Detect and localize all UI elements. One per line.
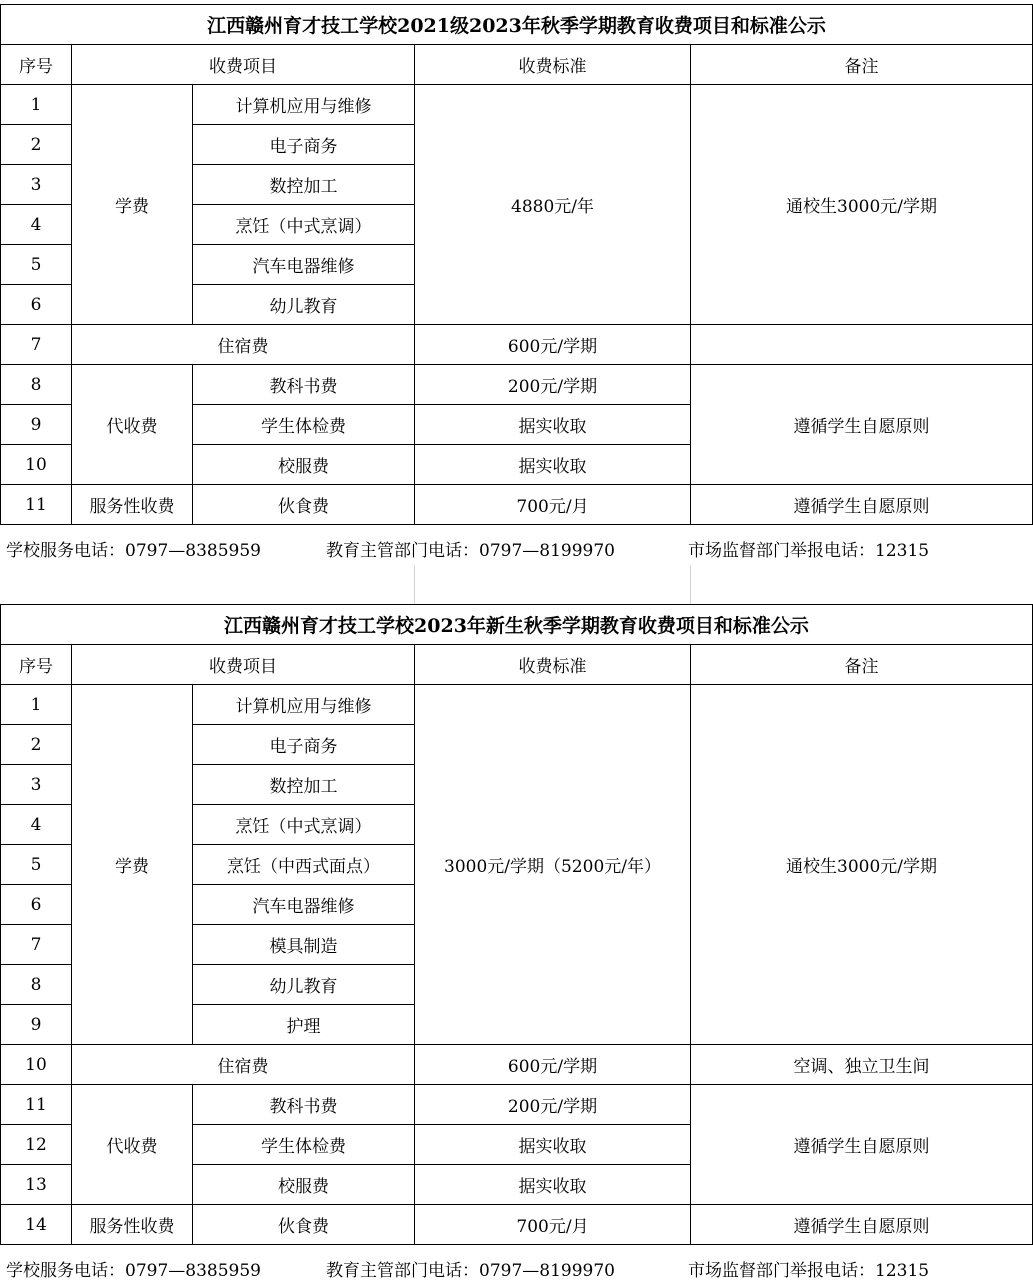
- dorm-standard: 600元/学期: [415, 1045, 691, 1085]
- gridline: [0, 565, 415, 605]
- seq-cell: 5: [0, 845, 72, 885]
- dorm-label: 住宿费: [72, 1045, 415, 1085]
- major-cell: 汽车电器维修: [193, 885, 415, 925]
- agency-item: 学生体检费: [193, 1125, 415, 1165]
- agency-standard: 据实收取: [415, 1165, 691, 1205]
- tuition-remark: 通校生3000元/学期: [691, 85, 1033, 325]
- agency-standard: 200元/学期: [415, 365, 691, 405]
- table-2-title: 江西赣州育才技工学校2023年新生秋季学期教育收费项目和标准公示: [0, 604, 1033, 645]
- header-standard: 收费标准: [415, 645, 691, 685]
- seq-cell: 9: [0, 405, 72, 445]
- dorm-standard: 600元/学期: [415, 325, 691, 365]
- market-phone: 市场监督部门举报电话：12315: [688, 541, 930, 561]
- agency-standard: 据实收取: [415, 405, 691, 445]
- service-remark: 遵循学生自愿原则: [691, 1205, 1033, 1245]
- market-phone: 市场监督部门举报电话：12315: [688, 1261, 930, 1281]
- service-item: 伙食费: [193, 485, 415, 525]
- header-remark: 备注: [691, 45, 1033, 85]
- major-cell: 护理: [193, 1005, 415, 1045]
- seq-cell: 10: [0, 445, 72, 485]
- agency-label: 代收费: [72, 365, 193, 485]
- major-cell: 数控加工: [193, 165, 415, 205]
- seq-cell: 8: [0, 965, 72, 1005]
- seq-cell: 14: [0, 1205, 72, 1245]
- service-label: 服务性收费: [72, 485, 193, 525]
- seq-cell: 3: [0, 765, 72, 805]
- agency-remark: 遵循学生自愿原则: [691, 365, 1033, 485]
- header-remark: 备注: [691, 645, 1033, 685]
- major-cell: 烹饪（中式烹调）: [193, 805, 415, 845]
- seq-cell: 6: [0, 885, 72, 925]
- seq-cell: 2: [0, 725, 72, 765]
- edu-phone: 教育主管部门电话：0797—8199970: [326, 541, 615, 561]
- agency-item: 校服费: [193, 445, 415, 485]
- dorm-remark: 空调、独立卫生间: [691, 1045, 1033, 1085]
- seq-cell: 7: [0, 925, 72, 965]
- major-cell: 烹饪（中西式面点）: [193, 845, 415, 885]
- agency-item: 校服费: [193, 1165, 415, 1205]
- service-remark: 遵循学生自愿原则: [691, 485, 1033, 525]
- seq-cell: 13: [0, 1165, 72, 1205]
- major-cell: 计算机应用与维修: [193, 685, 415, 725]
- service-label: 服务性收费: [72, 1205, 193, 1245]
- dorm-remark: [691, 325, 1033, 365]
- seq-cell: 9: [0, 1005, 72, 1045]
- seq-cell: 2: [0, 125, 72, 165]
- seq-cell: 4: [0, 805, 72, 845]
- seq-cell: 11: [0, 485, 72, 525]
- dorm-label: 住宿费: [72, 325, 415, 365]
- header-item: 收费项目: [72, 645, 415, 685]
- major-cell: 烹饪（中式烹调）: [193, 205, 415, 245]
- seq-cell: 5: [0, 245, 72, 285]
- agency-standard: 据实收取: [415, 445, 691, 485]
- major-cell: 电子商务: [193, 125, 415, 165]
- seq-cell: 8: [0, 365, 72, 405]
- seq-cell: 1: [0, 685, 72, 725]
- header-standard: 收费标准: [415, 45, 691, 85]
- seq-cell: 10: [0, 1045, 72, 1085]
- tuition-standard: 3000元/学期（5200元/年）: [415, 685, 691, 1045]
- header-seq: 序号: [0, 45, 72, 85]
- agency-remark: 遵循学生自愿原则: [691, 1085, 1033, 1205]
- agency-standard: 200元/学期: [415, 1085, 691, 1125]
- tuition-label: 学费: [72, 85, 193, 325]
- agency-item: 教科书费: [193, 1085, 415, 1125]
- school-phone: 学校服务电话：0797—8385959: [6, 541, 261, 561]
- major-cell: 计算机应用与维修: [193, 85, 415, 125]
- seq-cell: 1: [0, 85, 72, 125]
- service-item: 伙食费: [193, 1205, 415, 1245]
- edu-phone: 教育主管部门电话：0797—8199970: [326, 1261, 615, 1281]
- agency-item: 学生体检费: [193, 405, 415, 445]
- tuition-remark: 通校生3000元/学期: [691, 685, 1033, 1045]
- tuition-label: 学费: [72, 685, 193, 1045]
- service-standard: 700元/月: [415, 1205, 691, 1245]
- agency-label: 代收费: [72, 1085, 193, 1205]
- seq-cell: 6: [0, 285, 72, 325]
- major-cell: 模具制造: [193, 925, 415, 965]
- seq-cell: 12: [0, 1125, 72, 1165]
- major-cell: 电子商务: [193, 725, 415, 765]
- major-cell: 幼儿教育: [193, 285, 415, 325]
- seq-cell: 3: [0, 165, 72, 205]
- school-phone: 学校服务电话：0797—8385959: [6, 1261, 261, 1281]
- tuition-standard: 4880元/年: [415, 85, 691, 325]
- header-seq: 序号: [0, 645, 72, 685]
- seq-cell: 11: [0, 1085, 72, 1125]
- agency-item: 教科书费: [193, 365, 415, 405]
- gridline: [415, 565, 691, 605]
- major-cell: 幼儿教育: [193, 965, 415, 1005]
- seq-cell: 7: [0, 325, 72, 365]
- major-cell: 数控加工: [193, 765, 415, 805]
- major-cell: 汽车电器维修: [193, 245, 415, 285]
- agency-standard: 据实收取: [415, 1125, 691, 1165]
- header-item: 收费项目: [72, 45, 415, 85]
- service-standard: 700元/月: [415, 485, 691, 525]
- seq-cell: 4: [0, 205, 72, 245]
- table-1-title: 江西赣州育才技工学校2021级2023年秋季学期教育收费项目和标准公示: [0, 4, 1033, 45]
